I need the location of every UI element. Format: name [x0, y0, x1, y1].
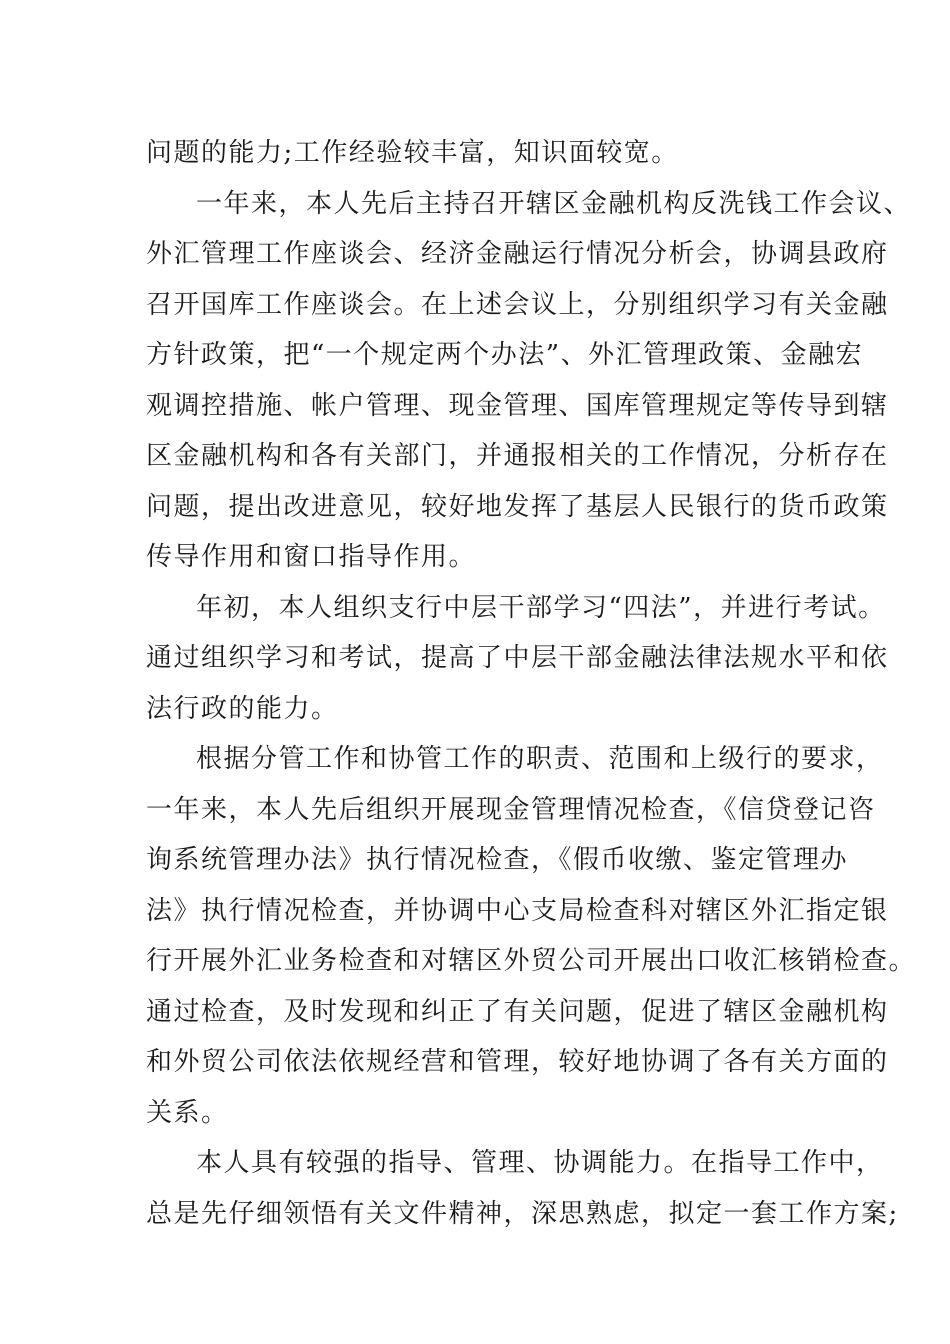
text-line: 召开国库工作座谈会。在上述会议上，分别组织学习有关金融 [146, 289, 889, 320]
paragraph-first-line: 一年来，本人先后主持召开辖区金融机构反洗钱工作会议、 [196, 188, 912, 219]
text-line: 关系。 [146, 1097, 229, 1128]
text-line: 外汇管理工作座谈会、经济金融运行情况分析会，协调县政府 [146, 239, 889, 269]
text-line: 和外贸公司依法依规经营和管理，较好地协调了各有关方面的 [146, 1047, 889, 1077]
paragraph-first-line: 年初，本人组织支行中层干部学习“四法”，并进行考试。 [196, 592, 886, 623]
document-body [146, 128, 917, 1239]
text-line: 观调控措施、帐户管理、现金管理、国库管理规定等传导到辖 [146, 390, 889, 421]
text-line: 通过组织学习和考试，提高了中层干部金融法律法规水平和依 [146, 643, 889, 673]
text-line: 传导作用和窗口指导作用。 [146, 542, 477, 572]
text-line: 法行政的能力。 [146, 693, 339, 724]
text-line: 问题，提出改进意见，较好地发挥了基层人民银行的货币政策 [146, 491, 889, 522]
text-line: 一年来，本人先后组织开展现金管理情况检查，《信贷登记咨 [146, 794, 876, 825]
text-line: 区金融机构和各有关部门，并通报相关的工作情况，分析存在 [146, 441, 889, 471]
text-line: 行开展外汇业务检查和对辖区外贸公司开展出口收汇核销检查。 [146, 946, 917, 976]
paragraph-first-line: 本人具有较强的指导、管理、协调能力。在指导工作中， [196, 1148, 884, 1178]
text-line: 法》执行情况检查，并协调中心支局检查科对辖区外汇指定银 [146, 895, 889, 926]
text-line: 通过检查，及时发现和纠正了有关问题，促进了辖区金融机构 [146, 996, 889, 1027]
text-line: 方针政策，把“一个规定两个办法”、外汇管理政策、金融宏 [146, 340, 864, 370]
text-line: 询系统管理办法》执行情况检查，《假币收缴、鉴定管理办 [146, 845, 849, 875]
paragraph-first-line: 根据分管工作和协管工作的职责、范围和上级行的要求， [196, 744, 884, 774]
text-line: 总是先仔细领悟有关文件精神，深思熟虑，拟定一套工作方案; [146, 1198, 899, 1229]
text-line: 问题的能力;工作经验较丰富，知识面较宽。 [146, 138, 679, 168]
